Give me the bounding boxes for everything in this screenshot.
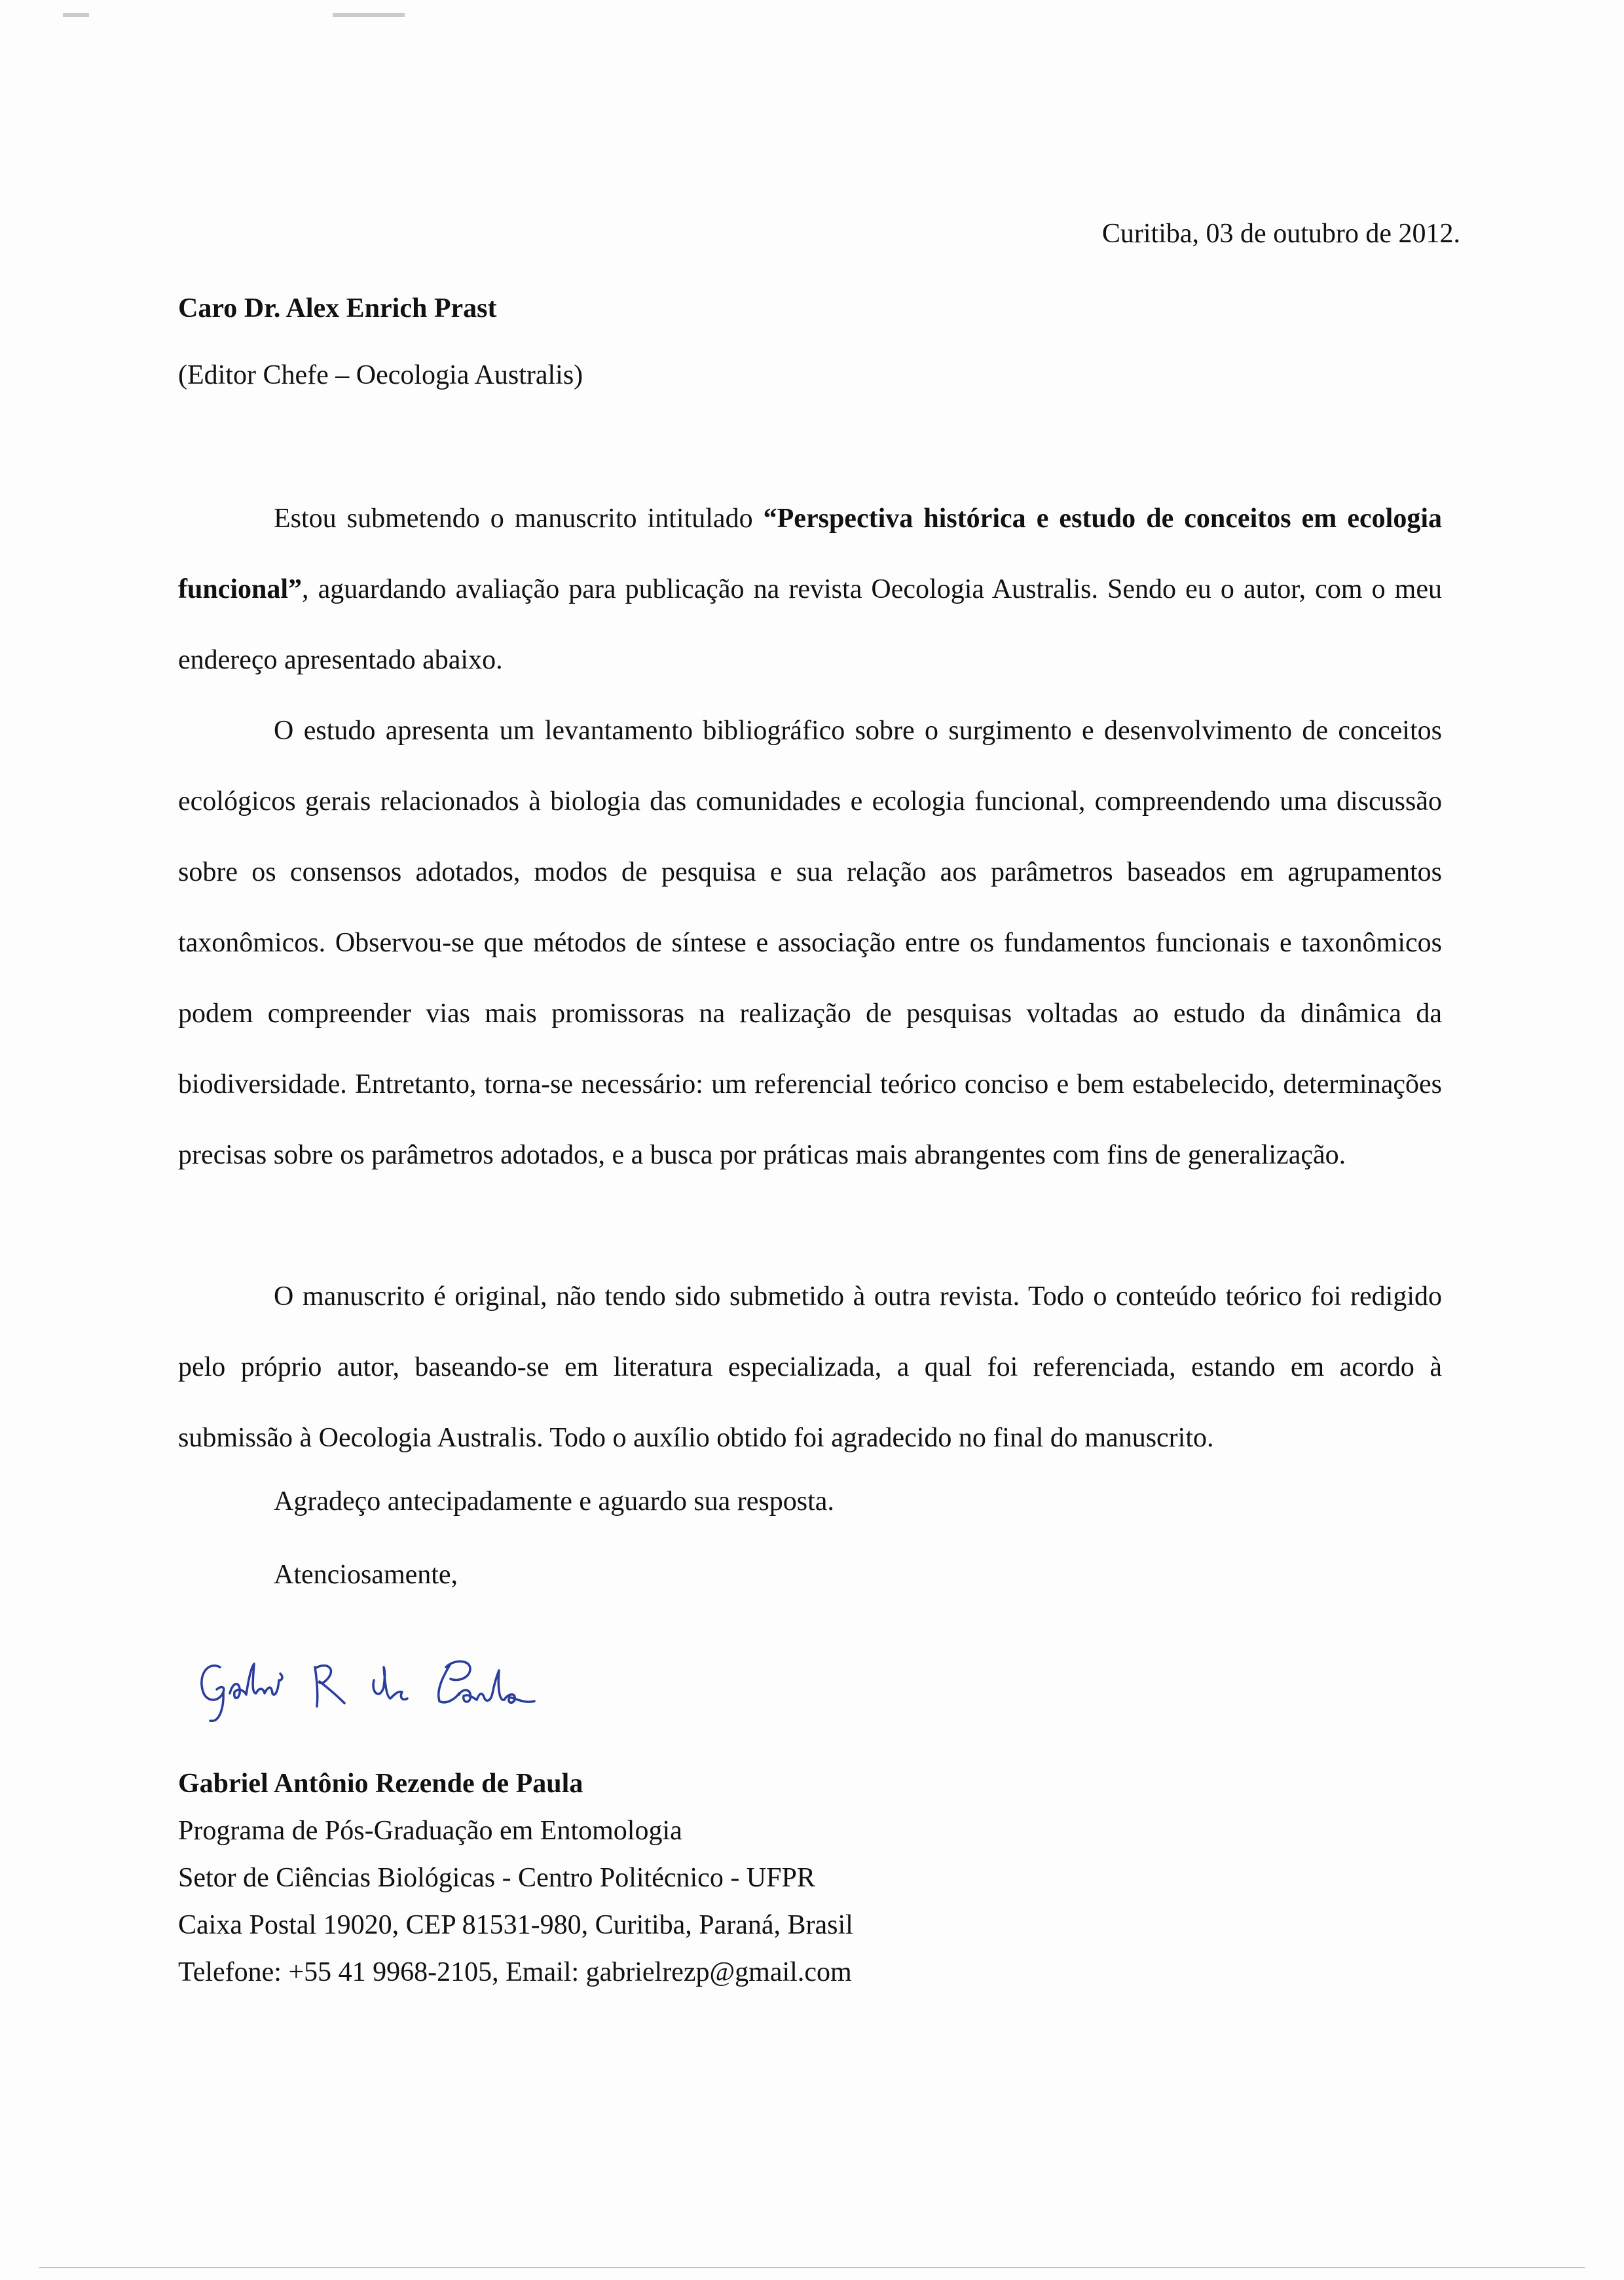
sender-contact: Telefone: +55 41 9968-2105, Email: gabrielrezp@gmail.com [178,1957,852,1987]
paragraph-submission-intro: Estou submetendo o manuscrito intitulado [274,504,764,534]
paragraph-submission [178,483,1442,695]
recipient-role: (Editor Chefe – Oecologia Australis) [178,360,583,390]
sender-name: Gabriel Antônio Rezende de Paula [178,1769,583,1799]
scan-artifact-header [333,13,405,17]
sender-address: Caixa Postal 19020, CEP 81531-980, Curitiba, Paraná, Brasil [178,1910,853,1940]
closing-regards: Atenciosamente, [274,1560,458,1590]
paragraph-study-summary: O estudo apresenta um levantamento bibliográfico sobre o surgimento e desenvolvimento de conceitos ecológicos gerais relacionados à biologia das comunidades e ecologia funcional, compreendendo uma discussão sobre os consensos adotados, modos de pesquisa e sua relação aos parâmetros baseados em agrupamentos taxonômicos. Observou-se que métodos de síntese e associação entre os fundamentos funcionais e taxonômicos podem compreender vias mais promissoras na realização de pesquisas voltadas ao estudo da dinâmica da biodiversidade. Entretanto, torna-se necessário: um referencial teórico conciso e bem estabelecido, determinações precisas sobre os parâmetros adotados, e a busca por práticas mais abrangentes com fins de generalização. [178,716,1442,1170]
salutation: Caro Dr. Alex Enrich Prast [178,293,497,323]
scan-artifact-bottom [39,2267,1585,2268]
handwritten-signature [194,1641,587,1733]
letter-date: Curitiba, 03 de outubro de 2012. [1101,219,1460,249]
paragraph-submission-rest: , aguardando avaliação para publicação na revista Oecologia Australis. Sendo eu o autor, com o meu endereço apresentado abaixo. [178,574,1442,675]
scan-artifact-left [63,13,89,17]
sender-block [178,1760,853,1996]
sender-program: Programa de Pós-Graduação em Entomologia [178,1816,682,1846]
sender-sector: Setor de Ciências Biológicas - Centro Politécnico - UFPR [178,1863,815,1893]
closing-thanks: Agradeço antecipadamente e aguardo sua resposta. [274,1486,834,1517]
manuscript-title: “Perspectiva histórica e estudo de conceitos em ecologia funcional” [178,504,1442,604]
paragraph-originality: O manuscrito é original, não tendo sido submetido à outra revista. Todo o conteúdo teórico foi redigido pelo próprio autor, baseando-se em literatura especializada, a qual foi referenciada, estando em acordo à submissão à Oecologia Australis. Todo o auxílio obtido foi agradecido no final do manuscrito. [178,1281,1442,1453]
